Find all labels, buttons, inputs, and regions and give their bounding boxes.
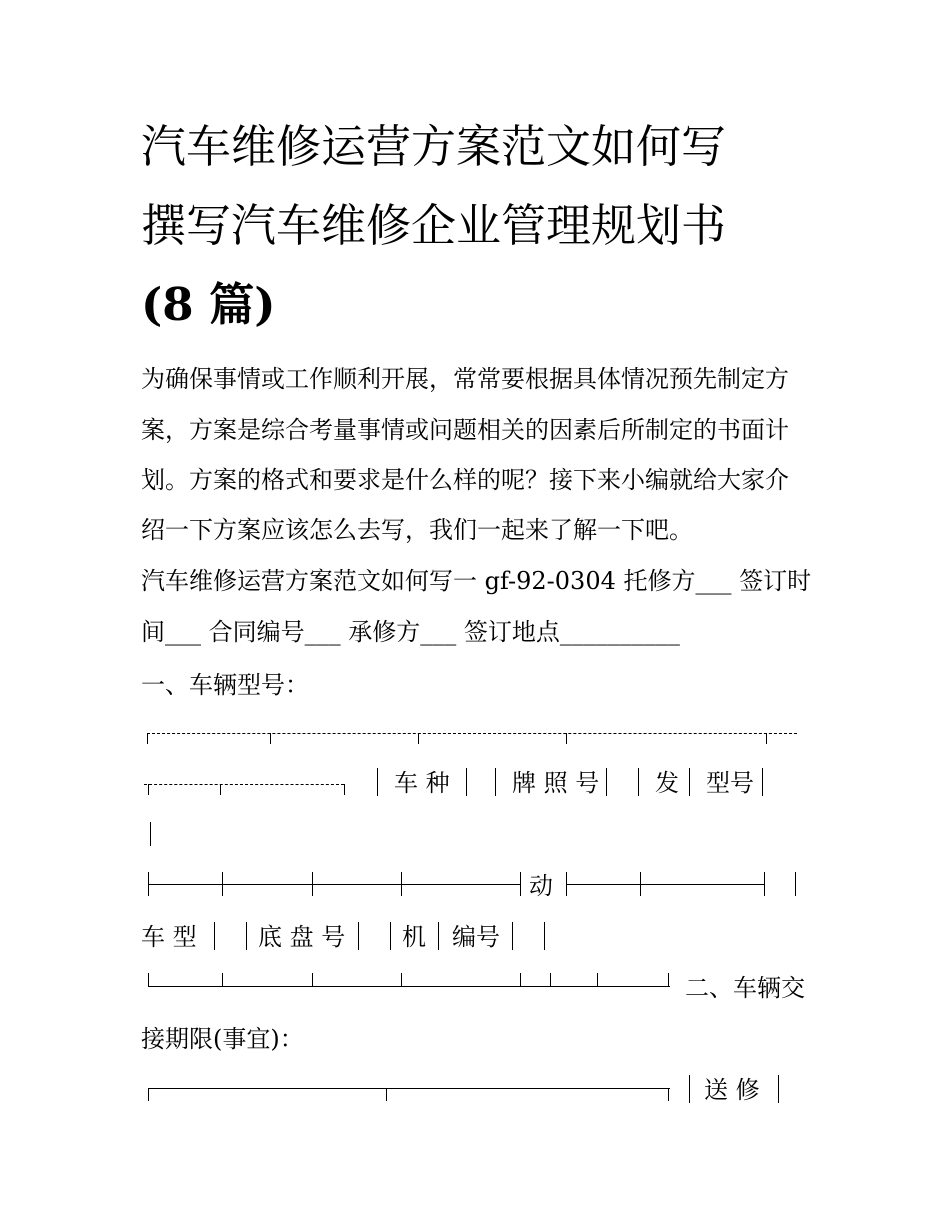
page-title-line-3: (8 篇) — [141, 278, 276, 331]
cell-plate-no: 牌 照 号 — [512, 769, 600, 797]
section-2-heading-part-2: 接期限(事宜)： — [141, 1025, 304, 1053]
cell-chassis-no: 底 盘 号 — [258, 923, 346, 951]
table-border — [222, 872, 223, 896]
cell-vehicle-kind: 车 种 — [394, 769, 450, 797]
table-border — [214, 922, 215, 950]
table-border — [390, 922, 391, 950]
cell-vehicle-type: 车 型 — [141, 923, 197, 951]
table-border — [148, 784, 149, 795]
table-border — [148, 986, 670, 987]
table-border — [148, 973, 149, 986]
intro-line-3: 划。方案的格式和要求是什么样的呢？接下来小编就给大家介 — [141, 466, 789, 494]
table-border — [418, 733, 419, 744]
intro-line-4: 绍一下方案应该怎么去写，我们一起来了解一下吧。 — [141, 516, 693, 544]
cell-model-no: 型号 — [706, 769, 754, 797]
table-border — [640, 872, 641, 896]
cell-serial-no: 编号 — [452, 923, 500, 951]
cell-send-repair: 送 修 — [704, 1076, 760, 1104]
table-border — [358, 922, 359, 950]
contract-line-1: 汽车维修运营方案范文如何写一 gf-92-0304 托修方___ 签订时 — [141, 567, 812, 595]
table-border — [148, 884, 520, 885]
table-border — [550, 973, 551, 986]
table-border — [638, 768, 639, 796]
intro-line-1: 为确保事情或工作顺利开展，常常要根据具体情况预先制定方 — [141, 365, 789, 393]
table-border — [597, 973, 598, 986]
table-border — [246, 922, 247, 950]
page-title-line-1: 汽车维修运营方案范文如何写 — [141, 120, 727, 173]
table-border — [312, 973, 313, 986]
table-border — [689, 1075, 690, 1103]
table-border — [147, 733, 797, 734]
cell-engine-dong: 动 — [529, 872, 553, 900]
contract-line-2: 间___ 合同编号___ 承修方___ 签订地点__________ — [141, 618, 680, 646]
table-border — [386, 1088, 387, 1101]
table-border — [606, 768, 607, 796]
table-border — [495, 768, 496, 796]
section-2-heading-part-1: 二、车辆交 — [685, 974, 805, 1002]
table-border — [466, 768, 467, 796]
table-border — [312, 872, 313, 896]
table-border — [401, 973, 402, 986]
table-border — [766, 733, 767, 744]
table-border — [689, 768, 690, 796]
table-border — [147, 733, 148, 744]
table-border — [566, 884, 764, 885]
table-border — [520, 872, 521, 896]
table-border — [764, 872, 765, 896]
page-title-line-2: 撰写汽车维修企业管理规划书 — [141, 199, 727, 252]
table-border — [778, 1075, 779, 1103]
table-border — [795, 872, 796, 896]
table-border — [148, 1088, 149, 1101]
table-border — [144, 784, 344, 785]
table-border — [220, 784, 221, 795]
table-border — [222, 973, 223, 986]
cell-engine-fa: 发 — [655, 769, 679, 797]
table-border — [270, 733, 271, 744]
table-border — [438, 922, 439, 950]
table-border — [668, 1088, 669, 1101]
intro-line-2: 案，方案是综合考量事情或问题相关的因素后所制定的书面计 — [141, 416, 789, 444]
table-border — [401, 872, 402, 896]
table-border — [344, 784, 345, 795]
table-border — [377, 768, 378, 796]
table-border — [668, 973, 669, 986]
cell-engine-ji: 机 — [402, 923, 426, 951]
table-border — [544, 922, 545, 950]
table-border — [520, 973, 521, 986]
section-1-heading: 一、车辆型号： — [141, 671, 309, 699]
table-border — [150, 822, 151, 846]
table-border — [566, 733, 567, 744]
table-border — [148, 1088, 670, 1089]
table-border — [762, 768, 763, 796]
table-border — [512, 922, 513, 950]
